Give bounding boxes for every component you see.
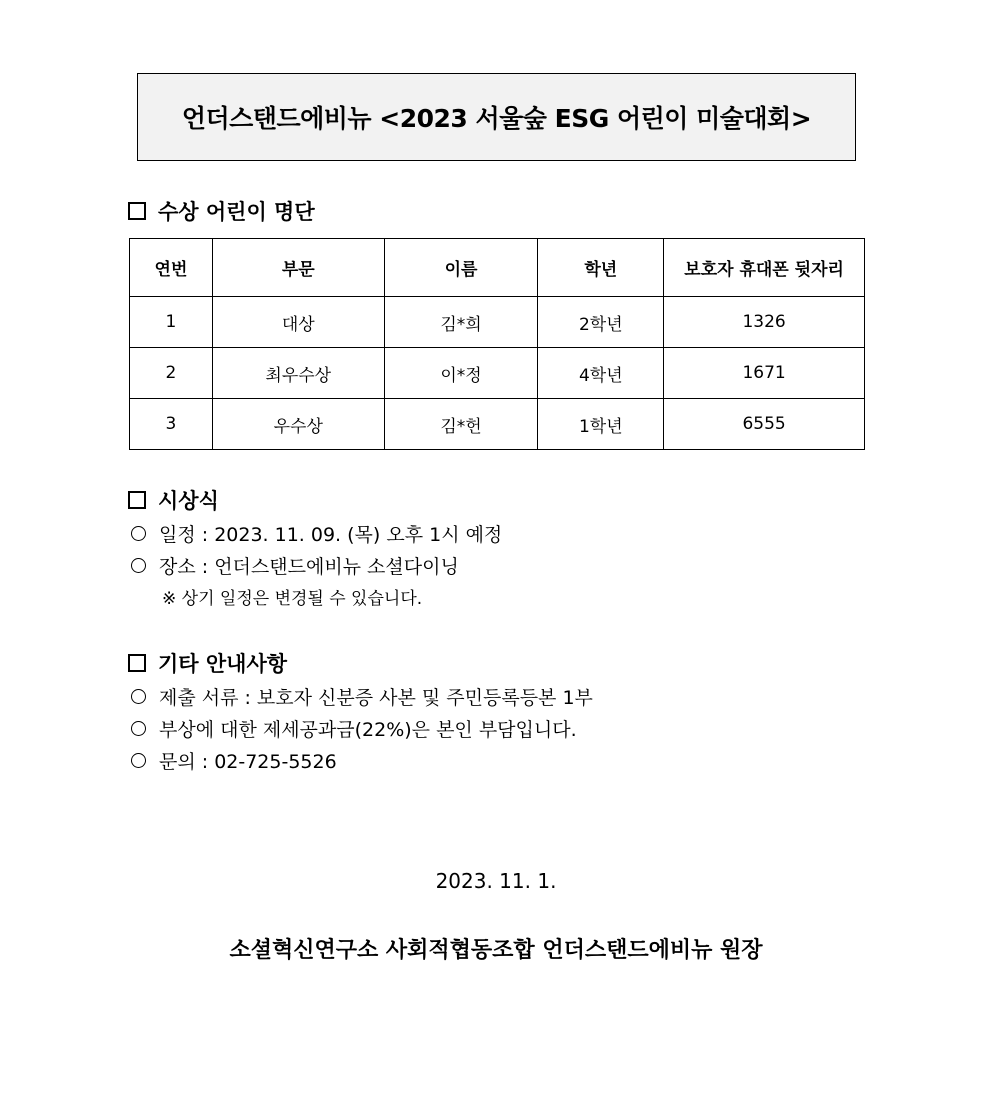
ceremony-heading-text: 시상식 xyxy=(158,489,219,513)
winners-heading-text: 수상 어린이 명단 xyxy=(158,200,315,224)
cell-grade: 1학년 xyxy=(538,399,664,450)
other-item-documents-text: 제출 서류 : 보호자 신분증 사본 및 주민등록등본 1부 xyxy=(159,687,593,709)
other-item-documents xyxy=(131,683,593,710)
table-row xyxy=(130,399,865,450)
square-bullet-icon xyxy=(128,491,146,509)
cell-phone: 6555 xyxy=(664,399,865,450)
cell-grade: 2학년 xyxy=(538,297,664,348)
cell-category: 우수상 xyxy=(212,399,384,450)
ceremony-schedule xyxy=(131,520,502,547)
signature: 소셜혁신연구소 사회적협동조합 언더스탠드에비뉴 원장 xyxy=(229,938,763,963)
table-header-row xyxy=(130,239,865,297)
table-row xyxy=(130,297,865,348)
circle-bullet-icon xyxy=(131,689,146,704)
cell-phone: 1326 xyxy=(664,297,865,348)
circle-bullet-icon xyxy=(131,721,146,736)
cell-name: 김*헌 xyxy=(384,399,538,450)
other-item-tax-text: 부상에 대한 제세공과금(22%)은 본인 부담입니다. xyxy=(159,719,577,741)
cell-name: 이*정 xyxy=(384,348,538,399)
square-bullet-icon xyxy=(128,654,146,672)
other-item-contact xyxy=(131,747,337,774)
col-header-grade: 학년 xyxy=(538,239,664,297)
document-date: 2023. 11. 1. xyxy=(435,869,557,893)
other-heading-text: 기타 안내사항 xyxy=(158,652,288,676)
col-header-number: 연번 xyxy=(130,239,213,297)
cell-phone: 1671 xyxy=(664,348,865,399)
circle-bullet-icon xyxy=(131,753,146,768)
col-header-category: 부문 xyxy=(212,239,384,297)
other-item-contact-text: 문의 : 02-725-5526 xyxy=(159,751,337,773)
ceremony-heading xyxy=(128,485,219,515)
cell-number: 1 xyxy=(130,297,213,348)
other-item-tax xyxy=(131,715,577,742)
col-header-name: 이름 xyxy=(384,239,538,297)
ceremony-schedule-text: 일정 : 2023. 11. 09. (목) 오후 1시 예정 xyxy=(159,524,503,546)
winners-table xyxy=(129,238,865,450)
other-heading xyxy=(128,648,287,678)
cell-number: 3 xyxy=(130,399,213,450)
cell-category: 대상 xyxy=(212,297,384,348)
document-title: 언더스탠드에비뉴 <2023 서울숲 ESG 어린이 미술대회> xyxy=(137,73,856,161)
table-row xyxy=(130,348,865,399)
circle-bullet-icon xyxy=(131,526,146,541)
circle-bullet-icon xyxy=(131,558,146,573)
col-header-phone: 보호자 휴대폰 뒷자리 xyxy=(664,239,865,297)
ceremony-location xyxy=(131,552,459,579)
cell-grade: 4학년 xyxy=(538,348,664,399)
square-bullet-icon xyxy=(128,202,146,220)
cell-number: 2 xyxy=(130,348,213,399)
winners-heading xyxy=(128,196,315,226)
cell-category: 최우수상 xyxy=(212,348,384,399)
cell-name: 김*희 xyxy=(384,297,538,348)
ceremony-note: ※ 상기 일정은 변경될 수 있습니다. xyxy=(162,589,423,609)
ceremony-location-text: 장소 : 언더스탠드에비뉴 소셜다이닝 xyxy=(159,556,459,578)
